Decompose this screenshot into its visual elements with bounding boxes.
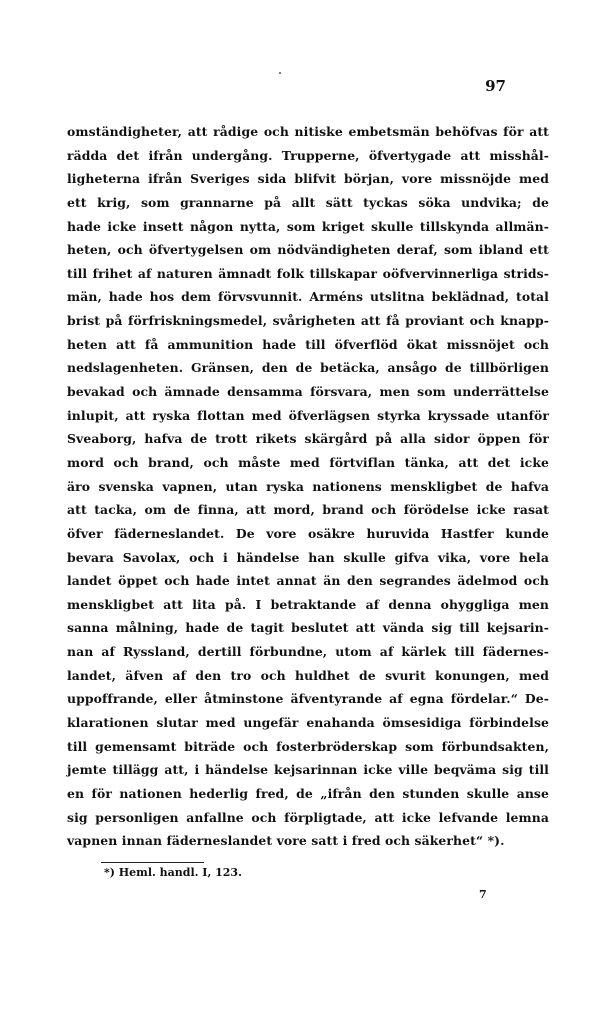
text-line: sanna målning, hade de tagit beslutet att vända sig till kejsarin- bbox=[67, 620, 549, 636]
text-line: mord och brand, och måste med förtviflan tänka, att det icke bbox=[67, 454, 549, 470]
text-line: äro svenska vapnen, utan ryska nationens menskligbet de hafva bbox=[67, 478, 549, 494]
text-line: till frihet af naturen ämnadt folk tillskapar oöfvervinnerliga strids- bbox=[67, 265, 549, 281]
text-line: sig personligen anfallne och förpligtade, att icke lefvande lemna bbox=[67, 809, 549, 825]
page-number: 97 bbox=[485, 77, 506, 95]
text-line: jemte tillägg att, i händelse kejsarinnan icke ville beqväma sig till bbox=[67, 762, 549, 778]
footnote-divider bbox=[101, 862, 204, 863]
text-line: ett krig, som grannarne på allt sätt tyckas söka undvika; de bbox=[67, 194, 549, 210]
text-line: bevakad och ämnade densamma försvara, men som underrättelse bbox=[67, 384, 549, 400]
text-line: landet öppet och hade intet annat än den segrandes ädelmod och bbox=[67, 573, 549, 589]
ink-speck bbox=[279, 72, 281, 74]
text-line: landet, äfven af den tro och huldhet de svurit konungen, med bbox=[67, 667, 549, 683]
text-line: klarationen slutar med ungefär enahanda ömsesidiga förbindelse bbox=[67, 715, 549, 731]
text-line: öfver fäderneslandet. De vore osäkre huruvida Hastfer kunde bbox=[67, 525, 549, 541]
text-line: hade icke insett någon nytta, som kriget skulle tillskynda allmän- bbox=[67, 218, 549, 234]
signature-mark: 7 bbox=[479, 888, 487, 901]
text-line: heten, och öfvertygelsen om nödvändigheten deraf, som ibland ett bbox=[67, 242, 549, 258]
text-line: till gemensamt biträde och fosterbröderskap som förbundsakten, bbox=[67, 738, 549, 754]
text-line: vapnen innan fäderneslandet vore satt i fred och säkerhet“ *). bbox=[67, 833, 505, 849]
text-line: en för nationen hederlig fred, de „ifrån den stunden skulle anse bbox=[67, 785, 549, 801]
body-text bbox=[67, 120, 549, 853]
text-line: uppoffrande, eller åtminstone äfventyrande af egna fördelar.“ De- bbox=[67, 691, 549, 707]
text-line: nedslagenheten. Gränsen, den de betäcka, ansågo de tillbörligen bbox=[67, 360, 549, 376]
text-line: att tacka, om de finna, att mord, brand och förödelse icke rasat bbox=[67, 502, 549, 518]
text-line: ligheterna ifrån Sveriges sida blifvit början, vore missnöjde med bbox=[67, 171, 549, 187]
text-line: bevara Savolax, och i händelse han skulle gifva vika, vore hela bbox=[67, 549, 549, 565]
text-line: nan af Ryssland, dertill förbundne, utom af kärlek till fädernes- bbox=[67, 644, 549, 660]
text-line: rädda det ifrån undergång. Trupperne, öfvertygade att misshål- bbox=[67, 147, 549, 163]
text-line: män, hade hos dem förvsvunnit. Arméns utslitna beklädnad, total bbox=[67, 289, 549, 305]
footnote: *) Heml. handl. I, 123. bbox=[104, 866, 242, 879]
text-line: inlupit, att ryska flottan med öfverlägsen styrka kryssade utanför bbox=[67, 407, 549, 423]
text-line: brist på förfriskningsmedel, svårigheten att få proviant och knapp- bbox=[67, 313, 549, 329]
text-line: heten att få ammunition hade till öfverflöd ökat missnöjet och bbox=[67, 336, 549, 352]
text-line: menskligbet att lita på. I betraktande af denna ohyggliga men bbox=[67, 596, 549, 612]
text-line: Sveaborg, hafva de trott rikets skärgård på alla sidor öppen för bbox=[67, 431, 549, 447]
text-line: omständigheter, att rådige och nitiske embetsmän behöfvas för att bbox=[67, 124, 549, 139]
